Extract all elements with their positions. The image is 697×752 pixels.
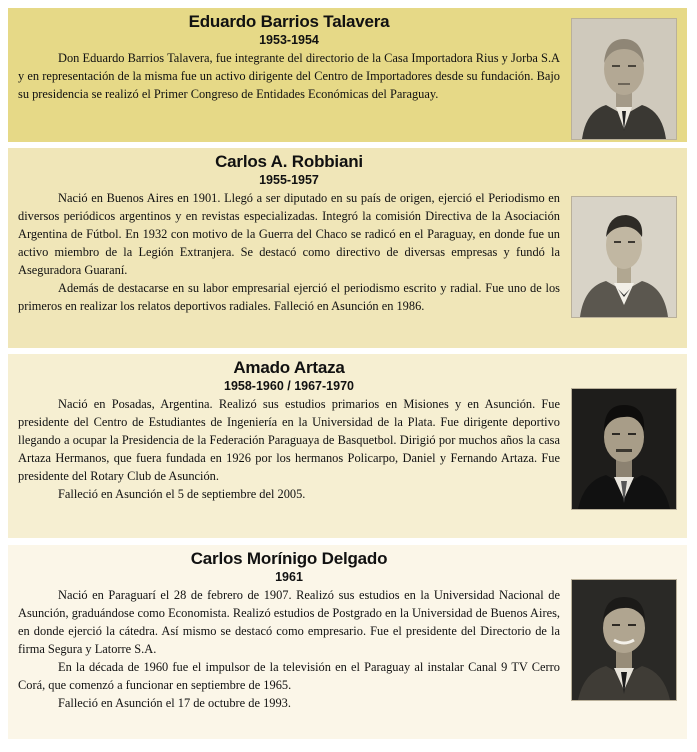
profile-paragraph: Nació en Paraguarí el 28 de febrero de 1907. Realizó sus estudios en la Universidad Nacional de Asunción, graduándose como Economista. Realizó estudios de Postgrado en la Universidad de Buenos Aires, en donde ejerció la cátedra. Así mismo se destacó como empresario. Fue el presidente del Directorio de la firma Segura y Latorre S.A. xyxy=(18,588,560,656)
portrait-photo xyxy=(571,18,677,140)
profile-years: 1955-1957 xyxy=(259,173,319,187)
profile-paragraph: Nació en Posadas, Argentina. Realizó sus estudios primarios en Misiones y en Asunción. Fue presidente del Centro de Estudiantes de Ingeniería en la Universidad de la Plata. Fue dirigente deportivo llegando a ocupar la Presidencia de la Federación Paraguaya de Basquetbol. Dirigió por muchos años la casa Artaza Hermanos, que fuera fundada en 1926 por los hermanos Policarpo, Daniel y Fernando Artaza. Fue presidente del Rotary Club de Asunción. xyxy=(18,397,560,483)
profile-years: 1953-1954 xyxy=(259,33,319,47)
profile-text xyxy=(18,12,560,103)
portrait-photo xyxy=(571,579,677,701)
profile-paragraph: Falleció en Asunción el 5 de septiembre del 2005. xyxy=(58,487,306,501)
portrait-photo xyxy=(571,388,677,510)
profile-paragraph: Además de destacarse en su labor empresarial ejerció el periodismo escrito y radial. Fue uno de los primeros en realizar los relatos deportivos radiales. Falleció en Asunción en 1986. xyxy=(18,281,560,313)
profile-card-barrios xyxy=(8,8,687,142)
profile-paragraph: Nació en Buenos Aires en 1901. Llegó a ser diputado en su país de origen, ejerció el Periodismo en diversos periódicos argentinos y en revistas especializadas. Integró la comisión Directiva de la Asociación Argentina de Fútbol. En 1932 con motivo de la Guerra del Chaco se radicó en el Paraguay, en donde fue un activo miembro de la Legión Extranjera. Se destacó como directivo de diversas empresas y fundó la Aseguradora Guaraní. xyxy=(18,191,560,277)
profile-text xyxy=(18,549,560,712)
profile-text xyxy=(18,358,560,503)
profile-paragraph: Don Eduardo Barrios Talavera, fue integrante del directorio de la Casa Importadora Rius y Jorba S.A y en representación de la misma fue un activo dirigente del Centro de Importadores desde su fundación. Bajo su presidencia se realizó el Primer Congreso de Entidades Económicas del Paraguay. xyxy=(18,51,560,101)
profile-card-robbiani xyxy=(8,148,687,348)
profile-paragraph: Falleció en Asunción el 17 de octubre de 1993. xyxy=(58,696,291,710)
profile-name: Amado Artaza xyxy=(233,358,345,377)
profile-name: Carlos A. Robbiani xyxy=(215,152,363,171)
profile-name: Carlos Morínigo Delgado xyxy=(190,549,388,568)
portrait-photo xyxy=(571,196,677,318)
profile-card-artaza xyxy=(8,354,687,538)
profile-paragraph: En la década de 1960 fue el impulsor de la televisión en el Paraguay al instalar Canal 9 TV Cerro Corá, que comenzó a funcionar en septiembre de 1965. xyxy=(18,660,560,692)
profile-card-morinigo xyxy=(8,545,687,739)
profile-name: Eduardo Barrios Talavera xyxy=(188,12,390,31)
profile-years: 1961 xyxy=(275,570,303,584)
profile-years: 1958-1960 / 1967-1970 xyxy=(224,379,354,393)
profile-text xyxy=(18,152,560,315)
